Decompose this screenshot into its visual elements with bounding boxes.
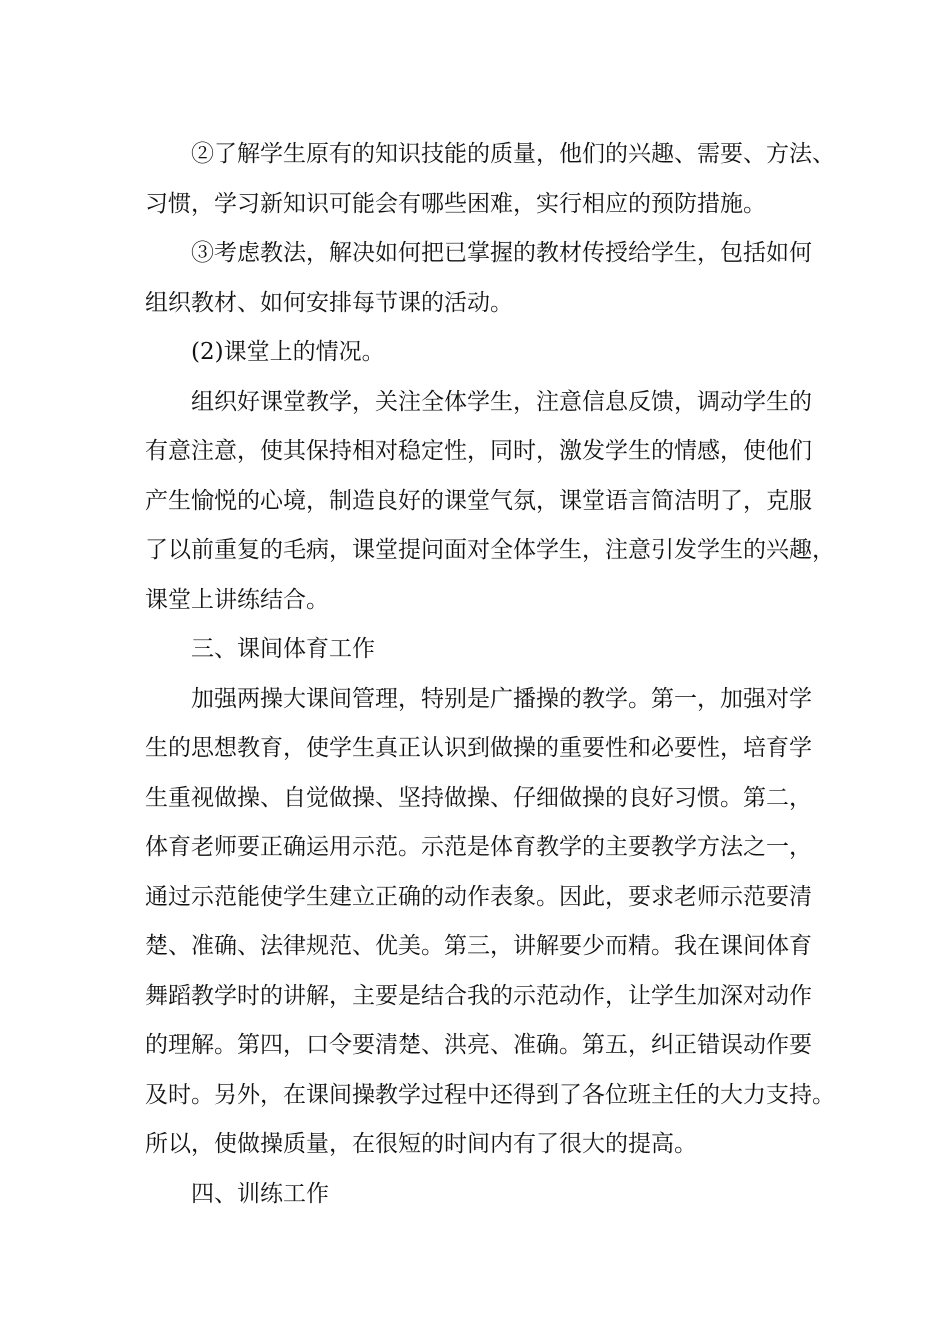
text-line: 产生愉悦的心境，制造良好的课堂气氛，课堂语言简洁明了，克服 xyxy=(145,487,812,514)
document-body xyxy=(145,130,835,1219)
text-line: ③考虑教法，解决如何把已掌握的教材传授给学生，包括如何 xyxy=(191,240,812,266)
text-line: 习惯，学习新知识可能会有哪些困难，实行相应的预防措施。 xyxy=(145,190,766,217)
text-line: 生的思想教育，使学生真正认识到做操的重要性和必要性，培育学 xyxy=(145,735,812,761)
text-line: 组织好课堂教学，关注全体学生，注意信息反馈，调动学生的 xyxy=(191,388,812,415)
text-line: 楚、准确、法律规范、优美。第三，讲解要少而精。我在课间体育 xyxy=(145,933,812,959)
text-line: 加强两操大课间管理，特别是广播操的教学。第一，加强对学 xyxy=(191,685,812,712)
text-line: 的理解。第四，口令要清楚、洪亮、准确。第五，纠正错误动作要 xyxy=(145,1032,812,1058)
text-line: 及时。另外，在课间操教学过程中还得到了各位班主任的大力支持。 xyxy=(145,1081,835,1108)
text-line: ②了解学生原有的知识技能的质量，他们的兴趣、需要、方法、 xyxy=(191,141,835,167)
section-heading: 四、训练工作 xyxy=(191,1180,329,1207)
text-line: 体育老师要正确运用示范。示范是体育教学的主要教学方法之一， xyxy=(145,834,812,860)
text-line: 通过示范能使学生建立正确的动作表象。因此，要求老师示范要清 xyxy=(145,883,812,910)
text-line: 课堂上讲练结合。 xyxy=(145,586,329,613)
text-line: 所以，使做操质量，在很短的时间内有了很大的提高。 xyxy=(145,1131,697,1157)
text-line: 组织教材、如何安排每节课的活动。 xyxy=(145,289,513,316)
text-line: 了以前重复的毛病，课堂提问面对全体学生，注意引发学生的兴趣， xyxy=(145,537,835,563)
text-line: 舞蹈教学时的讲解，主要是结合我的示范动作，让学生加深对动作 xyxy=(145,982,812,1009)
section-heading: 三、课间体育工作 xyxy=(191,636,375,662)
text-line: 生重视做操、自觉做操、坚持做操、仔细做操的良好习惯。第二， xyxy=(145,784,812,811)
text-line: (2)课堂上的情况。 xyxy=(191,339,385,365)
text-line: 有意注意，使其保持相对稳定性，同时，激发学生的情感，使他们 xyxy=(145,438,812,464)
